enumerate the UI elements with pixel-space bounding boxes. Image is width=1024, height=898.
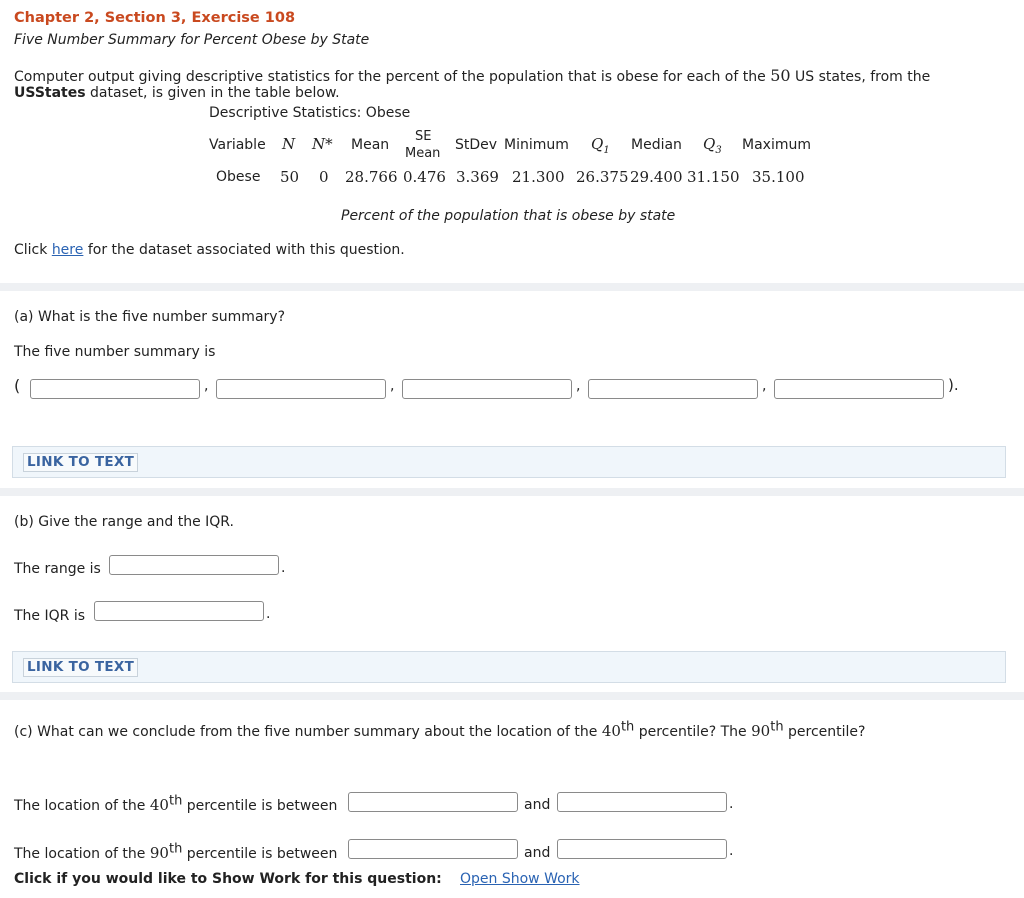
period: . <box>729 843 734 859</box>
part-c-question <box>14 719 866 740</box>
loc-text: percentile is between <box>186 846 338 862</box>
row-n: 50 <box>280 168 300 186</box>
intro-line-1 <box>14 67 930 86</box>
comma: , <box>204 378 209 394</box>
row-se-mean: 0.476 <box>403 168 446 186</box>
part-a-prompt: The five number summary is <box>14 344 216 360</box>
superscript-th: th <box>168 841 183 857</box>
p90-high-input[interactable] <box>557 839 727 859</box>
row-q1: 26.375 <box>576 168 629 186</box>
dataset-text: for the dataset associated with this question. <box>87 242 405 258</box>
exercise-title: Chapter 2, Section 3, Exercise 108 <box>14 10 296 26</box>
percentile-90: 90 <box>751 722 771 740</box>
percentile-40: 40 <box>601 722 621 740</box>
part-b-question: (b) Give the range and the IQR. <box>14 514 234 530</box>
part-c-text: percentile? <box>788 724 866 740</box>
row-stdev: 3.369 <box>456 168 499 186</box>
header-q3: $Q_3$ <box>703 135 722 156</box>
and-label: and <box>524 845 551 861</box>
loc-text: percentile is between <box>186 798 338 814</box>
header-n-star: N* <box>312 135 333 153</box>
link-to-text-button-b[interactable]: LINK TO TEXT <box>23 658 138 677</box>
table-caption: Percent of the population that is obese by state <box>341 208 676 224</box>
period: . <box>281 560 286 576</box>
p40-label <box>14 793 338 814</box>
header-se-mean: Mean <box>405 146 441 161</box>
intro-text: US states, from the <box>795 69 931 85</box>
intro-text: Computer output giving descriptive statistics for the percent of the population that is obese for each of the <box>14 69 766 85</box>
header-se: SE <box>415 129 432 144</box>
and-label: and <box>524 797 551 813</box>
period: . <box>266 606 271 622</box>
p40-low-input[interactable] <box>348 792 518 812</box>
dataset-text: Click <box>14 242 48 258</box>
superscript-th: th <box>620 719 635 735</box>
five-number-input-4[interactable] <box>588 379 758 399</box>
five-number-input-3[interactable] <box>402 379 572 399</box>
header-minimum: Minimum <box>504 137 569 153</box>
section-separator <box>0 283 1024 291</box>
dataset-line <box>14 242 405 258</box>
row-q3: 31.150 <box>687 168 740 186</box>
five-number-input-5[interactable] <box>774 379 944 399</box>
range-input[interactable] <box>109 555 279 575</box>
row-maximum: 35.100 <box>752 168 805 186</box>
show-work-label: Click if you would like to Show Work for this question: <box>14 871 442 887</box>
iqr-input[interactable] <box>94 601 264 621</box>
exercise-subtitle: Five Number Summary for Percent Obese by State <box>14 32 370 48</box>
header-variable: Variable <box>209 137 266 153</box>
iqr-label: The IQR is <box>14 608 85 624</box>
close-paren: ). <box>948 376 959 394</box>
row-n-star: 0 <box>319 168 329 186</box>
five-number-input-2[interactable] <box>216 379 386 399</box>
comma: , <box>390 378 395 394</box>
link-to-text-bar-a <box>12 446 1006 478</box>
range-label: The range is <box>14 561 101 577</box>
loc-text: The location of the <box>14 846 146 862</box>
loc-text: The location of the <box>14 798 146 814</box>
header-stdev: StDev <box>455 137 498 153</box>
open-paren: ( <box>14 376 21 395</box>
intro-text: dataset, is given in the table below. <box>90 85 340 101</box>
superscript-th: th <box>168 793 183 809</box>
header-mean: Mean <box>351 137 390 153</box>
row-median: 29.400 <box>630 168 683 186</box>
row-mean: 28.766 <box>345 168 398 186</box>
section-separator <box>0 488 1024 496</box>
row-minimum: 21.300 <box>512 168 565 186</box>
header-q1: $Q_1$ <box>591 135 610 156</box>
part-a-question: (a) What is the five number summary? <box>14 309 285 325</box>
stats-table-title: Descriptive Statistics: Obese <box>209 105 411 121</box>
part-c-text: (c) What can we conclude from the five number summary about the location of the <box>14 724 598 740</box>
header-n: N <box>282 135 296 153</box>
header-maximum: Maximum <box>742 137 811 153</box>
percentile-90: 90 <box>149 844 169 862</box>
p40-high-input[interactable] <box>557 792 727 812</box>
comma: , <box>762 378 767 394</box>
p90-low-input[interactable] <box>348 839 518 859</box>
state-count: 50 <box>770 66 791 85</box>
dataset-name: USStates <box>14 85 86 101</box>
header-median: Median <box>631 137 682 153</box>
row-variable: Obese <box>216 169 261 185</box>
dataset-link[interactable]: here <box>51 242 84 258</box>
open-show-work-link[interactable]: Open Show Work <box>460 871 580 887</box>
superscript-th: th <box>770 719 784 735</box>
period: . <box>729 796 734 812</box>
p90-label <box>14 841 338 862</box>
five-number-input-1[interactable] <box>30 379 200 399</box>
section-separator <box>0 692 1024 700</box>
comma: , <box>576 378 581 394</box>
part-c-text: percentile? The <box>638 724 747 740</box>
percentile-40: 40 <box>149 796 169 814</box>
link-to-text-button-a[interactable]: LINK TO TEXT <box>23 453 138 472</box>
link-to-text-bar-b <box>12 651 1006 683</box>
intro-line-2 <box>14 85 340 102</box>
